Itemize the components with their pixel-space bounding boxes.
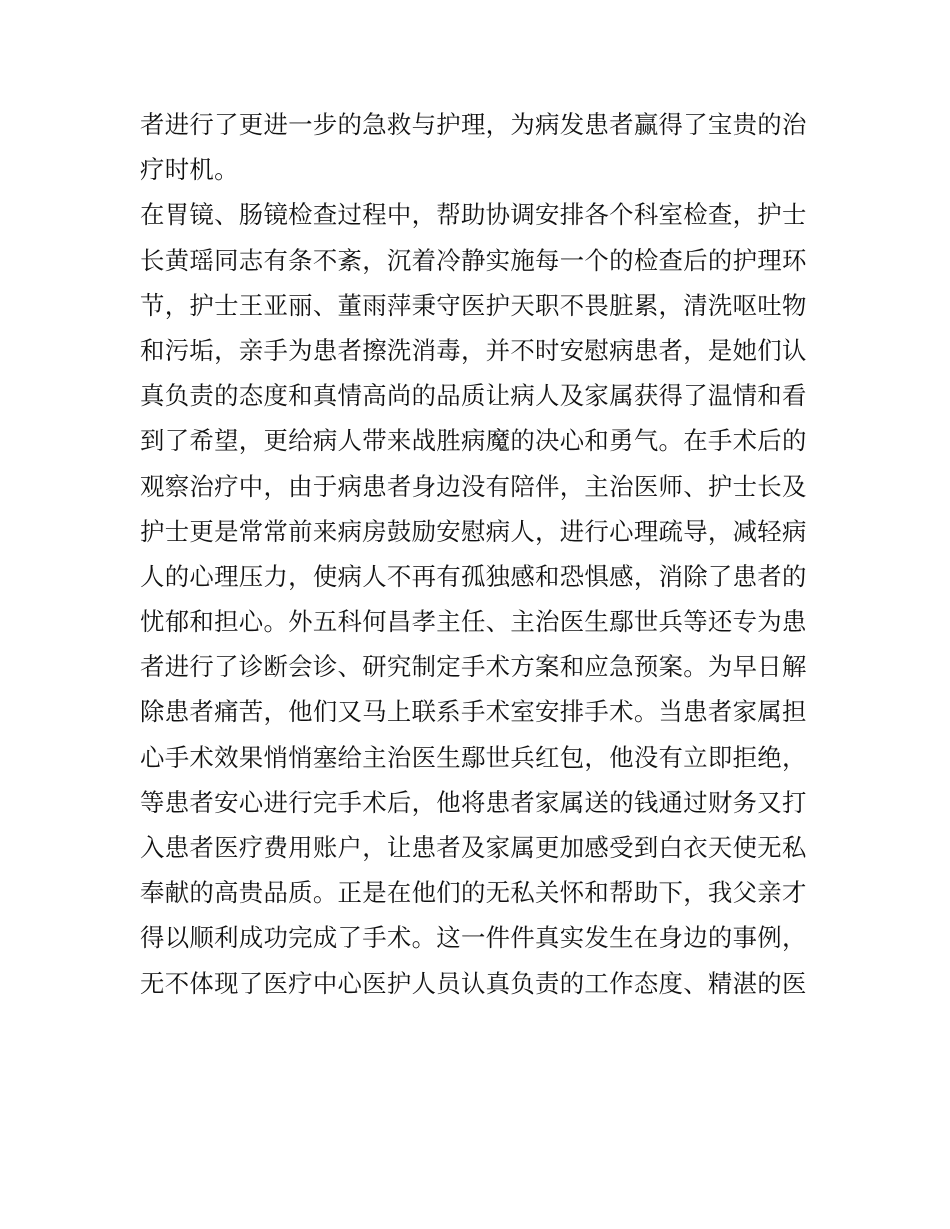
text-line-15: 心手术效果悄悄塞给主治医生鄢世兵红包，他没有立即拒绝， (140, 742, 807, 772)
text-line-13: 者进行了诊断会诊、研究制定手术方案和应急预案。为早日解 (140, 652, 807, 682)
text-line-17: 入患者医疗费用账户，让患者及家属更加感受到白衣天使无私 (140, 833, 807, 862)
text-line-19: 得以顺利成功完成了手术。这一件件真实发生在身边的事例， (140, 923, 807, 953)
text-line-6: 和污垢，亲手为患者擦洗消毒，并不时安慰病患者，是她们认 (140, 335, 807, 365)
text-line-1: 者进行了更进一步的急救与护理，为病发患者赢得了宝贵的治 (140, 110, 807, 139)
text-line-9: 观察治疗中，由于病患者身边没有陪伴，主治医师、护士长及 (140, 471, 807, 501)
text-line-5: 节，护士王亚丽、董雨萍秉守医护天职不畏脏累，清洗呕吐物 (140, 290, 807, 320)
text-line-2: 疗时机。 (140, 155, 239, 185)
body-text (140, 102, 820, 1006)
text-line-14: 除患者痛苦，他们又马上联系手术室安排手术。当患者家属担 (140, 697, 807, 727)
text-line-18: 奉献的高贵品质。正是在他们的无私关怀和帮助下，我父亲才 (140, 878, 807, 908)
text-line-4: 长黄瑶同志有条不紊，沉着冷静实施每一个的检查后的护理环 (140, 245, 807, 275)
text-line-10: 护士更是常常前来病房鼓励安慰病人，进行心理疏导，减轻病 (140, 516, 807, 546)
text-line-3: 在胃镜、肠镜检查过程中，帮助协调安排各个科室检查，护士 (140, 200, 807, 230)
text-line-12: 忧郁和担心。外五科何昌孝主任、主治医生鄢世兵等还专为患 (140, 607, 807, 637)
text-line-20: 无不体现了医疗中心医护人员认真负责的工作态度、精湛的医 (140, 968, 807, 998)
text-line-7: 真负责的态度和真情高尚的品质让病人及家属获得了温情和看 (140, 381, 807, 411)
text-line-16: 等患者安心进行完手术后，他将患者家属送的钱通过财务又打 (140, 787, 807, 817)
text-line-8: 到了希望，更给病人带来战胜病魔的决心和勇气。在手术后的 (140, 426, 807, 456)
text-line-11: 人的心理压力，使病人不再有孤独感和恐惧感，消除了患者的 (140, 561, 807, 591)
